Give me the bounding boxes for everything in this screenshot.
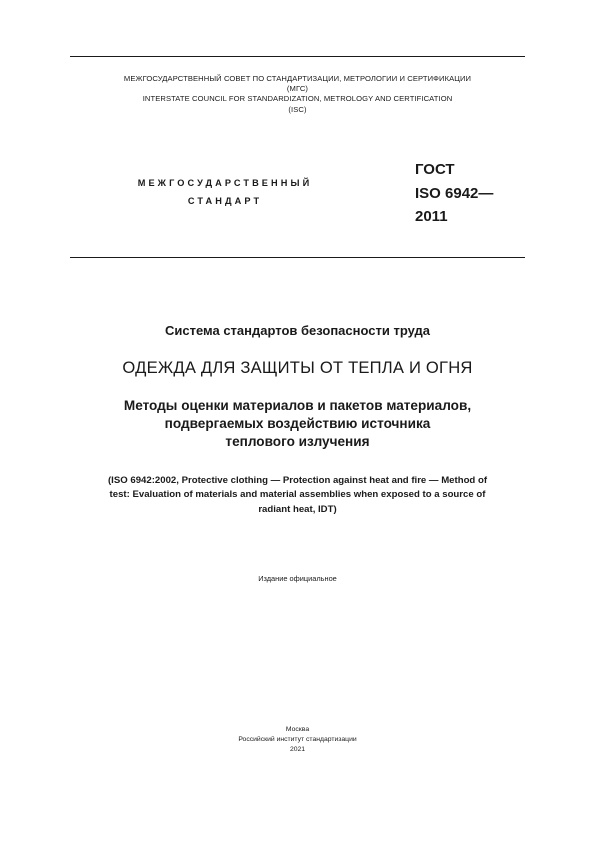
main-title: ОДЕЖДА ДЛЯ ЗАЩИТЫ ОТ ТЕПЛА И ОГНЯ — [122, 358, 473, 377]
publisher-city: Москва — [285, 726, 310, 733]
system-title: Система стандартов безопасности труда — [165, 323, 430, 338]
council-abbr-ru: (МГС) — [286, 84, 309, 94]
designation-gost: ГОСТ — [415, 161, 455, 178]
methods-title-line3: теплового излучения — [225, 434, 370, 449]
publisher-year: 2021 — [289, 745, 306, 753]
iso-reference-line2: test: Evaluation of materials and material assemblies when exposed to a source of — [109, 489, 486, 501]
standard-type-line1: МЕЖГОСУДАРСТВЕННЫЙ — [137, 178, 313, 188]
designation-year: 2011 — [415, 208, 448, 225]
designation-iso: ISO 6942— — [415, 184, 494, 202]
top-rule — [70, 56, 525, 57]
standard-type-line2: СТАНДАРТ — [187, 196, 263, 206]
methods-title-line2: подвергаемых воздействию источника — [164, 416, 431, 431]
methods-title-line1: Методы оценки материалов и пакетов материалов, — [123, 398, 472, 413]
edition-label: Издание официальное — [258, 574, 337, 583]
council-header — [70, 74, 525, 115]
council-abbr-en: (ISC) — [288, 104, 307, 114]
iso-reference-line3: radiant heat, IDT) — [258, 503, 337, 515]
council-name-en: INTERSTATE COUNCIL FOR STANDARDIZATION, METROLOGY AND CERTIFICATION — [142, 94, 453, 104]
iso-reference — [70, 474, 525, 517]
middle-rule — [70, 257, 525, 258]
council-name-ru: МЕЖГОСУДАРСТВЕННЫЙ СОВЕТ ПО СТАНДАРТИЗАЦИИ, МЕТРОЛОГИИ И СЕРТИФИКАЦИИ — [123, 74, 472, 83]
standard-type — [100, 174, 350, 210]
iso-reference-line1: (ISO 6942:2002, Protective clothing — Protection against heat and fire — Method of — [107, 475, 488, 486]
publisher-block — [100, 725, 495, 754]
publisher-institute: Российский институт стандартизации — [238, 735, 357, 743]
standard-designation — [415, 158, 493, 229]
methods-title — [40, 397, 555, 451]
